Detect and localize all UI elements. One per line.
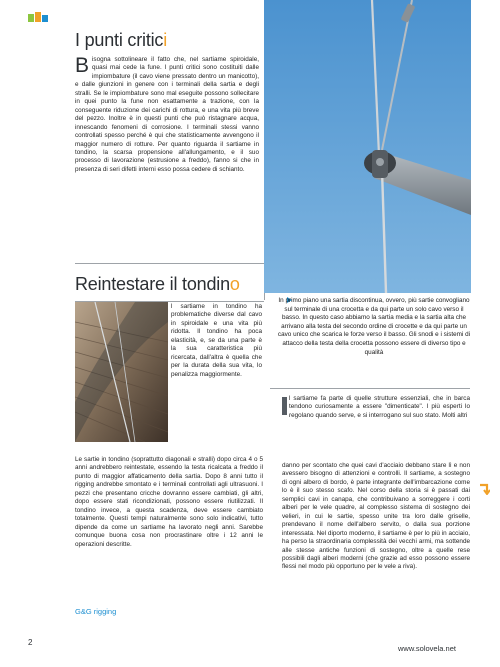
continue-arrow-icon — [478, 483, 490, 495]
article-body-tondino: Le sartie in tondino (soprattutto diagonali e stralli) dopo circa 4 o 5 anni andrebbero reintestate, essendo la testa ricalcata a freddo il punto di maggior affaticamento della sartia. Dopo 8 anni tutto il rigging andrebbe smontato e i terminali controllati agli ultrasuoni. I pezzi che presentano cricche dovranno essere cambiati, gli altri, dopo essere stati ricondizionati, possono essere riutilizzati. Il tondino invece, a questa scadenza, deve essere cambiato totalmente. Questi tempi naturalmente sono solo indicativi, tutto dipende da come un sartiame ha lavorato negli anni. Sarebbe comunque buona cosa non procrastinare oltre i 12 anni le operazioni descritte. — [75, 456, 263, 548]
article-body-punti-critici: Bisogna sottolineare il fatto che, nel sartiame spiroidale, quasi mai cede la fune. I punti critici sono costituiti dalle impiombature (il cavo viene pressato dentro un manicotto), e dalle giunzioni in genere con i terminali della sartia e degli stralli. Se le impiombature sono mal eseguite possono sollecitare in quei punto la fune non esattamente a trazione, con la conseguente riduzione dei carichi di rottura, e una vita più breve del pezzo. Inoltre è in questi punti che può ristagnare acqua, innescando fenomeni di corrosione. I terminali stessi vanno controllati spesso perché è qui che statisticamente avvengono il maggior numero di rotture. Per quanto riguarda il sartiame in tondino, la scarsa propensione all'allungamento, e il suo processo di lavorazione (estrusione a freddo), fanno si che in presenza di seri difetti interni esso possa cedere di schianto. — [75, 54, 259, 173]
drop-cap: B — [75, 54, 90, 77]
mast-spreader-photo — [264, 0, 471, 293]
photo-caption: In primo piano una sartia discontinua, ovvero, più sartie convogliano sul terminale di una crocetta e da qui parte un solo cavo verso il basso. In questo caso abbiamo la sartia media e la sartia alta che arrivano alla testa del secondo ordine di crocette e da qui parte un cavo unico che scarica le forze verso il basso. Gli snodi e i sistemi di attacco della testa della crocetta possono essere di diverso tipo e qualità — [277, 297, 471, 356]
article-body-sartiame: danno per scontato che quei cavi d'acciaio debbano stare lì e non avessero bisogno di attenzioni e controlli. Il sartiame, a sostegno di ogni albero di bordo, è parte integrante dell'imbarcazione come lo è il suo stesso scafo. Nel corso della storia si è passati dai semplici cavi in canapa, che contribuivano a sorreggere i corti alberi per le vele quadre, al complesso sistema di sostegno dei velieri, in cui le sartie, spesso unite tra loro dalle griselle, prendevano il nome dell'albero servito, o dalla sua porzione interessata. Nel diporto moderno, il sartiame è per lo più in acciaio, ha perso la straordinaria complessità dei vecchi armi, ma sottende alle stesse antiche funzioni di sostegno, oltre a quelle rese possibili dagli alberi moderni (che grazie ad esso possono essere flessi nel modo più opportuno per le vele a riva). — [282, 462, 470, 571]
caption-divider — [270, 388, 470, 389]
article-title-tondino: Reintestare il tondino — [75, 274, 240, 294]
article-title-punti-critici: I punti critici — [75, 30, 168, 50]
website-url: www.solovela.net — [398, 644, 456, 653]
deck-rigging-photo — [75, 302, 168, 442]
photo-credit: G&G rigging — [75, 607, 117, 616]
magazine-logo-icon — [28, 12, 48, 24]
section-divider — [75, 263, 264, 264]
article-body-side-tondino: l sartiame in tondino ha problematiche diverse dal cavo in spiroidale e una vita più ridotta. Il tondino ha poca elasticità, e, se da una parte è la sua caratteristica più ricercata, dall'altra è quella che per la durata della sua vita, lo penalizza maggiormente. — [171, 303, 262, 378]
drop-cap-bar — [282, 397, 287, 415]
article-intro-sartiame: l sartiame fa parte di quelle strutture essenziali, che in barca tendono curiosamente a essere "dimenticate". I più esperti lo regolano quando serve, e si interrogano sul suo stato. Molti altri — [289, 395, 470, 419]
page-number: 2 — [28, 638, 33, 647]
